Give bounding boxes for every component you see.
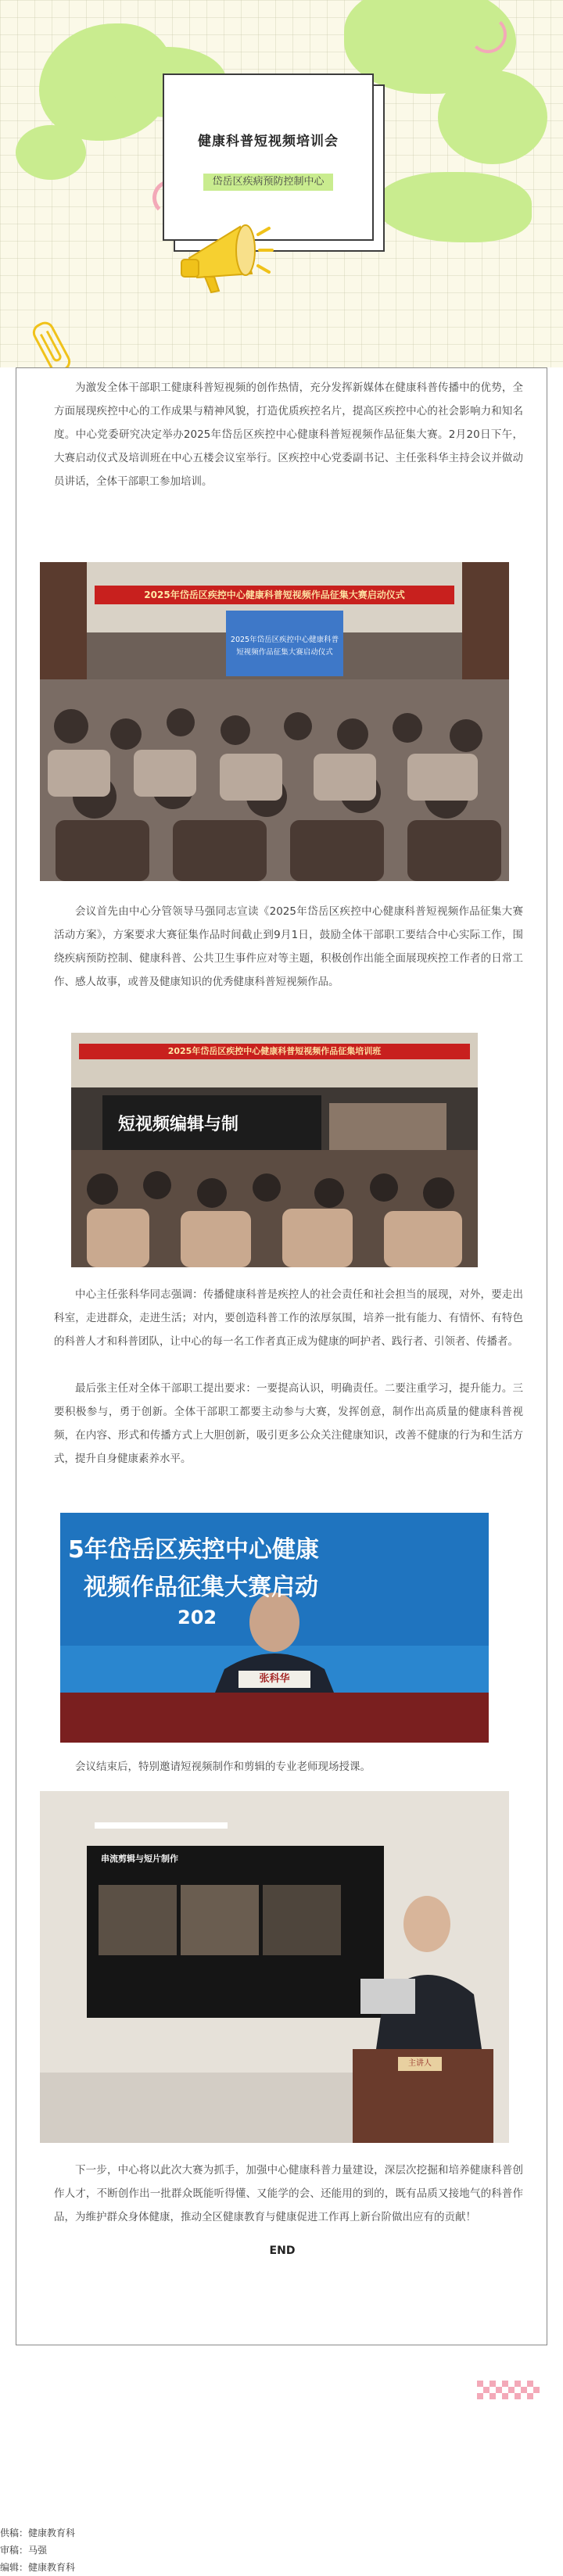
meeting-photo-1: [40, 562, 509, 881]
screen-text-line: 2025年岱岳区疾控中心健康科普: [230, 636, 339, 644]
organization-label: 岱岳区疾病预防控制中心: [203, 174, 333, 191]
end-mark: END: [269, 2245, 296, 2257]
requirements-paragraph: 最后张主任对全体干部职工提出要求：一要提高认识，明确责任。二要注重学习，提升能力。三要积极参与，勇于创新。全体干部职工都要主动参与大赛，发挥创意，制作出高质量的健康科普视频，在内容、形式和传播方式上大胆创新，吸引更多公众关注健康知识，改善不健康的行为和生活方式，提升自身健康素养水平。: [54, 1382, 523, 1465]
lecture-scene: [40, 1791, 509, 2143]
footer-supply: 供稿：健康教育科: [0, 2528, 76, 2538]
meeting-photo-2: [71, 1033, 478, 1267]
event-banner: 2025年岱岳区疾控中心健康科普短视频作品征集大赛启动仪式: [144, 589, 405, 600]
slide-title: 串流剪辑与短片制作: [101, 1854, 178, 1864]
decor-blob: [438, 70, 547, 164]
training-banner: 2025年岱岳区疾控中心健康科普短视频作品征集培训班: [167, 1046, 382, 1056]
checker-decoration: [477, 2381, 540, 2402]
footer-review: 审稿：马强: [0, 2545, 48, 2556]
article-frame: [16, 367, 547, 2345]
screen-title-line: 视频作品征集大赛启动: [84, 1574, 318, 1601]
conclusion-paragraph: 下一步，中心将以此次大赛为抓手，加强中心健康科普力量建设，深层次挖掘和培养健康科普创作人才，不断创作出一批群众既能听得懂、又能学的会、还能用的到的，既有品质又接地气的科普作品，为维护群众身体健康，推动全区健康教育与健康促进工作再上新台阶做出应有的贡献！: [54, 2164, 523, 2223]
plan-paragraph: 会议首先由中心分管领导马强同志宣读《2025年岱岳区疾控中心健康科普短视频作品征集大赛活动方案》，方案要求大赛征集作品时间截止到9月1日，鼓励全体干部职工要结合中心实际工作，围绕疾病预防控制、健康科普、公共卫生事件应对等主题，积极创作出能全面展现疾控工作者的日常工作、感人故事，或普及健康知识的优秀健康科普短视频作品。: [54, 905, 523, 988]
screen-text: 短视频编辑与制: [118, 1115, 239, 1134]
meeting-photo-4: [40, 1791, 509, 2143]
screen-year: 202: [178, 1607, 217, 1628]
lecture-paragraph: 会议结束后，特别邀请短视频制作和剪辑的专业老师现场授课。: [75, 1761, 371, 1773]
decor-blob: [16, 125, 86, 180]
nameplate: 张科华: [238, 1671, 310, 1688]
screen-text-line: 短视频作品征集大赛启动仪式: [236, 648, 333, 657]
page-title: 健康科普短视频培训会: [198, 134, 339, 149]
meeting-scene-1: [40, 562, 509, 881]
header-banner: [0, 0, 563, 367]
meeting-photo-3: [60, 1513, 489, 1743]
screen-title-line: 5年岱岳区疾控中心健康: [68, 1536, 319, 1564]
footer-editor: 编辑：健康教育科: [0, 2562, 76, 2573]
paperclip-icon: [30, 318, 74, 367]
director-paragraph: 中心主任张科华同志强调：传播健康科普是疾控人的社会责任和社会担当的展现，对外，要走出科室，走进群众，走进生活；对内，要创造科普工作的浓厚氛围，培养一批有能力、有情怀、有特色的科普人才和科普团队，让中心的每一名工作者真正成为健康的呵护者、践行者、引领者、传播者。: [54, 1288, 523, 1348]
meeting-scene-2: [71, 1033, 478, 1267]
decor-blob: [375, 172, 532, 242]
decor-arc: [469, 16, 507, 53]
intro-paragraph: 为激发全体干部职工健康科普短视频的创作热情，充分发挥新媒体在健康科普传播中的优势，全方面展现疾控中心的工作成果与精神风貌，打造优质疾控名片，提高区疾控中心的社会影响力和知名度。中心党委研究决定举办2025年岱岳区疾控中心健康科普短视频作品征集大赛。2月20日下午，大赛启动仪式及培训班在中心五楼会议室举行。区疾控中心党委副书记、主任张科华主持会议并做动员讲话，全体干部职工参加培训。: [54, 382, 523, 488]
megaphone-icon: [174, 211, 275, 297]
nameplate: 主讲人: [398, 2057, 442, 2071]
